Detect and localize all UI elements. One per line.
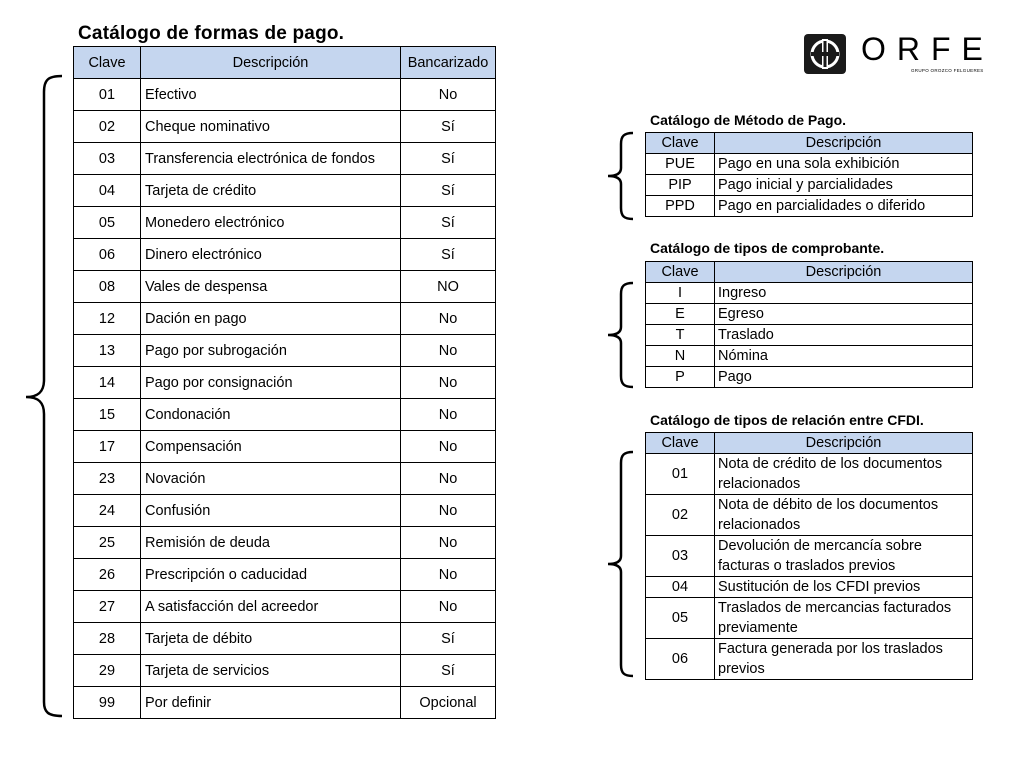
table-row [74,79,496,111]
cell-descripcion: Dación en pago [141,303,401,335]
column-header-clave: Clave [646,133,715,154]
table-row [74,687,496,719]
table-row [646,325,973,346]
cell-descripcion: Cheque nominativo [141,111,401,143]
cell-clave: 13 [74,335,141,367]
table-row [646,175,973,196]
table-row [646,495,973,536]
cell-descripcion: Compensación [141,431,401,463]
cell-descripcion: Tarjeta de débito [141,623,401,655]
cell-bancarizado: NO [401,271,496,303]
table-row [646,283,973,304]
orfe-logo [803,31,994,79]
cell-clave: 02 [646,495,715,536]
cell-clave: T [646,325,715,346]
cell-descripcion: Vales de despensa [141,271,401,303]
column-header-clave: Clave [646,262,715,283]
cell-descripcion: Nota de débito de los documentos relacionados [715,495,973,536]
cell-descripcion: Pago por subrogación [141,335,401,367]
cell-clave: 17 [74,431,141,463]
cell-descripcion: Sustitución de los CFDI previos [715,577,973,598]
cell-clave: 05 [646,598,715,639]
cell-descripcion: Monedero electrónico [141,207,401,239]
cell-descripcion: A satisfacción del acreedor [141,591,401,623]
cell-clave: 04 [74,175,141,207]
payment-method-brace-icon [605,132,635,220]
cell-clave: 04 [646,577,715,598]
table-row [74,623,496,655]
payment-method-table [645,132,973,217]
cell-clave: 02 [74,111,141,143]
cell-descripcion: Dinero electrónico [141,239,401,271]
cell-clave: 24 [74,495,141,527]
table-header-row [74,47,496,79]
table-row [646,154,973,175]
cell-clave: 01 [646,454,715,495]
cell-clave: 28 [74,623,141,655]
cell-bancarizado: No [401,431,496,463]
orfe-emblem-icon [803,33,847,75]
payment-method-title: Catálogo de Método de Pago. [650,112,847,128]
table-row [74,431,496,463]
cell-bancarizado: Sí [401,623,496,655]
table-row [74,271,496,303]
table-row [74,207,496,239]
table-row [74,367,496,399]
table-row [74,335,496,367]
column-header-clave: Clave [74,47,141,79]
table-row [74,175,496,207]
cell-bancarizado: No [401,335,496,367]
cell-descripcion: Pago en una sola exhibición [715,154,973,175]
cell-descripcion: Pago [715,367,973,388]
cell-clave: 27 [74,591,141,623]
cell-descripcion: Novación [141,463,401,495]
cell-clave: 05 [74,207,141,239]
cell-clave: 03 [74,143,141,175]
table-row [646,536,973,577]
cell-clave: N [646,346,715,367]
table-row [646,346,973,367]
cell-descripcion: Pago en parcialidades o diferido [715,196,973,217]
cell-clave: E [646,304,715,325]
table-row [74,559,496,591]
table-row [646,196,973,217]
logo-wordmark: ORFE [861,31,994,67]
cell-descripcion: Transferencia electrónica de fondos [141,143,401,175]
cell-descripcion: Ingreso [715,283,973,304]
left-brace-icon [24,74,64,718]
cell-bancarizado: Sí [401,111,496,143]
column-header-bancarizado: Bancarizado [401,47,496,79]
cell-descripcion: Por definir [141,687,401,719]
cell-bancarizado: No [401,591,496,623]
table-row [74,463,496,495]
cfdi-relations-table [645,432,973,680]
cell-descripcion: Pago inicial y parcialidades [715,175,973,196]
cell-descripcion: Nómina [715,346,973,367]
cell-clave: 99 [74,687,141,719]
table-row [646,304,973,325]
cell-descripcion: Egreso [715,304,973,325]
voucher-types-brace-icon [605,282,635,388]
cell-descripcion: Nota de crédito de los documentos relacionados [715,454,973,495]
table-header-row [646,262,973,283]
table-row [646,577,973,598]
cell-clave: 01 [74,79,141,111]
cell-descripcion: Prescripción o caducidad [141,559,401,591]
cell-bancarizado: Sí [401,143,496,175]
table-row [74,143,496,175]
cell-descripcion: Traslados de mercancias facturados previamente [715,598,973,639]
table-row [74,527,496,559]
cell-descripcion: Factura generada por los traslados previos [715,639,973,680]
cell-clave: PUE [646,154,715,175]
table-header-row [646,433,973,454]
cell-bancarizado: Sí [401,655,496,687]
cell-bancarizado: Sí [401,207,496,239]
cell-descripcion: Traslado [715,325,973,346]
cell-clave: 08 [74,271,141,303]
cell-descripcion: Tarjeta de servicios [141,655,401,687]
table-row [646,639,973,680]
cell-bancarizado: No [401,463,496,495]
cell-descripcion: Tarjeta de crédito [141,175,401,207]
column-header-descripcion: Descripción [715,433,973,454]
table-row [74,111,496,143]
cell-descripcion: Remisión de deuda [141,527,401,559]
table-row [74,591,496,623]
cell-bancarizado: No [401,367,496,399]
forms-of-payment-table [73,46,496,719]
column-header-descripcion: Descripción [715,133,973,154]
cell-bancarizado: No [401,79,496,111]
cell-clave: PPD [646,196,715,217]
cfdi-relations-title: Catálogo de tipos de relación entre CFDI. [650,412,924,428]
cell-bancarizado: Sí [401,239,496,271]
cell-clave: 23 [74,463,141,495]
table-header-row [646,133,973,154]
cell-clave: 29 [74,655,141,687]
cell-bancarizado: Sí [401,175,496,207]
table-row [74,303,496,335]
cell-descripcion: Confusión [141,495,401,527]
cell-bancarizado: No [401,527,496,559]
cell-descripcion: Pago por consignación [141,367,401,399]
table-row [74,495,496,527]
cell-descripcion: Devolución de mercancía sobre facturas o traslados previos [715,536,973,577]
cell-clave: P [646,367,715,388]
cell-clave: 06 [74,239,141,271]
cfdi-relations-brace-icon [605,451,635,677]
table-row [646,598,973,639]
cell-bancarizado: No [401,495,496,527]
cell-clave: 25 [74,527,141,559]
cell-clave: 26 [74,559,141,591]
cell-bancarizado: Opcional [401,687,496,719]
cell-descripcion: Efectivo [141,79,401,111]
logo-tagline: GRUPO OROZCO FELGUERES [911,68,984,73]
table-row [74,399,496,431]
table-row [74,239,496,271]
voucher-types-table [645,261,973,388]
table-row [74,655,496,687]
cell-clave: 15 [74,399,141,431]
cell-bancarizado: No [401,399,496,431]
cell-bancarizado: No [401,303,496,335]
column-header-clave: Clave [646,433,715,454]
cell-clave: PIP [646,175,715,196]
cell-clave: 06 [646,639,715,680]
voucher-types-title: Catálogo de tipos de comprobante. [650,240,885,256]
forms-of-payment-title: Catálogo de formas de pago. [78,23,345,44]
cell-clave: I [646,283,715,304]
table-row [646,367,973,388]
cell-descripcion: Condonación [141,399,401,431]
cell-clave: 03 [646,536,715,577]
column-header-descripcion: Descripción [715,262,973,283]
cell-bancarizado: No [401,559,496,591]
cell-clave: 14 [74,367,141,399]
table-row [646,454,973,495]
column-header-descripcion: Descripción [141,47,401,79]
cell-clave: 12 [74,303,141,335]
